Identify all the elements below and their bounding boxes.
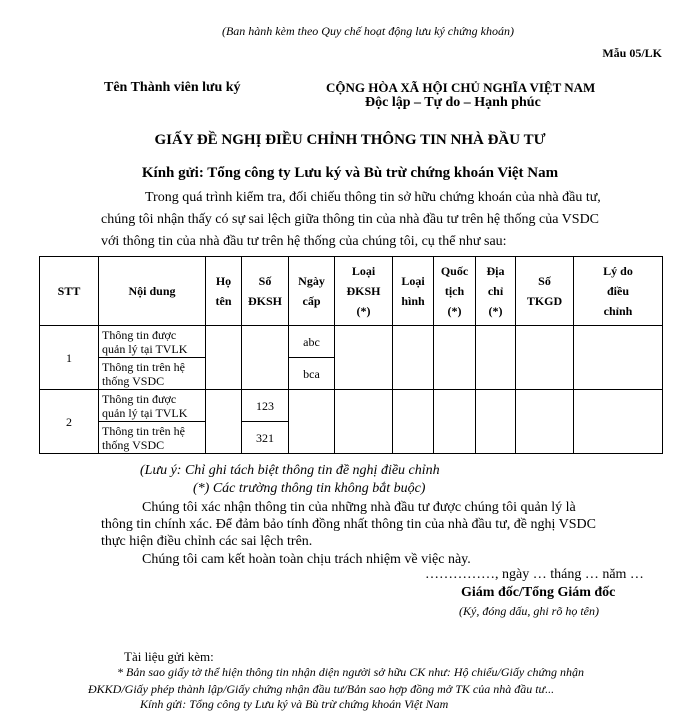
investor-info-table bbox=[39, 256, 663, 454]
col-reg-no: Số ĐKSH bbox=[242, 257, 289, 326]
signature-note: (Ký, đóng dấu, ghi rõ họ tên) bbox=[459, 604, 599, 618]
note-line-2: (*) Các trường thông tin không bắt buộc) bbox=[193, 481, 426, 496]
col-reason: Lý do điều chỉnh bbox=[574, 257, 663, 326]
cell-reason bbox=[574, 326, 663, 390]
cell-account bbox=[516, 390, 574, 454]
intro-line-3: với thông tin của nhà đầu tư trên hệ thống của chúng tôi, cụ thể như sau: bbox=[101, 234, 507, 249]
table-row bbox=[40, 390, 663, 422]
cell-name bbox=[206, 326, 242, 390]
table-header-row bbox=[40, 257, 663, 326]
signatory-title: Giám đốc/Tổng Giám đốc bbox=[461, 585, 616, 600]
cell-nationality bbox=[434, 390, 476, 454]
attachments-label: Tài liệu gửi kèm: bbox=[124, 649, 214, 664]
cell-type bbox=[393, 326, 434, 390]
cell-reg-no: 123 bbox=[242, 390, 289, 422]
country-name: CỘNG HÒA XÃ HỘI CHỦ NGHĨA VIỆT NAM bbox=[326, 80, 596, 95]
confirm-line-1: Chúng tôi xác nhận thông tin của những nhà đầu tư được chúng tôi quản lý là bbox=[142, 500, 576, 515]
row-label-tvlk: Thông tin được quản lý tại TVLK bbox=[99, 326, 206, 358]
attachment-item-1a: * Bản sao giấy tờ thể hiện thông tin nhận diện người sở hữu CK như: Hộ chiếu/Giấy chứng nhận bbox=[117, 665, 585, 679]
row-label-tvlk: Thông tin được quản lý tại TVLK bbox=[99, 390, 206, 422]
col-issue-date: Ngày cấp bbox=[289, 257, 335, 326]
col-stt: STT bbox=[40, 257, 99, 326]
form-code: Mẫu 05/LK bbox=[602, 46, 662, 60]
cell-reason bbox=[574, 390, 663, 454]
issued-note: (Ban hành kèm theo Quy chế hoạt động lưu ký chứng khoán) bbox=[221, 24, 514, 38]
row-stt: 2 bbox=[40, 390, 99, 454]
confirm-line-3: thực hiện điều chỉnh các sai lệch trên. bbox=[101, 534, 313, 549]
commit-line: Chúng tôi cam kết hoàn toàn chịu trách nhiệm về việc này. bbox=[142, 552, 471, 567]
recipient: Kính gửi: Tổng công ty Lưu ký và Bù trừ chứng khoán Việt Nam bbox=[141, 165, 559, 181]
col-nationality: Quốc tịch (*) bbox=[434, 257, 476, 326]
cell-reg-type bbox=[335, 326, 393, 390]
table-row bbox=[40, 326, 663, 358]
cell-issue-date: abc bbox=[289, 326, 335, 358]
document-title: GIẤY ĐỀ NGHỊ ĐIỀU CHỈNH THÔNG TIN NHÀ ĐẦU TƯ bbox=[154, 132, 546, 148]
cell-reg-no: 321 bbox=[242, 422, 289, 454]
attachment-item-1b: ĐKKD/Giấy phép thành lập/Giấy chứng nhận đầu tư/Bản sao hợp đồng mở TK của nhà đầu tư... bbox=[88, 682, 555, 696]
row-label-vsdc: Thông tin trên hệ thống VSDC bbox=[99, 358, 206, 390]
col-address: Địa chỉ (*) bbox=[476, 257, 516, 326]
cell-name bbox=[206, 390, 242, 454]
note-line-1: (Lưu ý: Chỉ ghi tách biệt thông tin đề nghị điều chỉnh bbox=[140, 463, 440, 478]
cell-type bbox=[393, 390, 434, 454]
intro-line-1: Trong quá trình kiểm tra, đối chiếu thông tin sở hữu chứng khoán của nhà đầu tư, bbox=[145, 190, 601, 205]
col-name: Họ tên bbox=[206, 257, 242, 326]
cell-address bbox=[476, 390, 516, 454]
cell-issue-date: bca bbox=[289, 358, 335, 390]
row-stt: 1 bbox=[40, 326, 99, 390]
cell-reg-no bbox=[242, 326, 289, 390]
col-content: Nội dung bbox=[99, 257, 206, 326]
confirm-line-2: thông tin chính xác. Để đảm bảo tính đồng nhất thông tin của nhà đầu tư, đề nghị VSDC bbox=[101, 517, 596, 532]
motto: Độc lập – Tự do – Hạnh phúc bbox=[365, 95, 541, 110]
cell-issue-date bbox=[289, 390, 335, 454]
intro-line-2: chúng tôi nhận thấy có sự sai lệch giữa thông tin của nhà đầu tư trên hệ thống của VSDC bbox=[101, 212, 600, 227]
col-account: Số TKGD bbox=[516, 257, 574, 326]
cell-nationality bbox=[434, 326, 476, 390]
cell-reg-type bbox=[335, 390, 393, 454]
member-label: Tên Thành viên lưu ký bbox=[104, 80, 241, 95]
date-line: ……………, ngày … tháng … năm … bbox=[425, 567, 644, 582]
cell-address bbox=[476, 326, 516, 390]
col-reg-type: Loại ĐKSH (*) bbox=[335, 257, 393, 326]
row-label-vsdc: Thông tin trên hệ thống VSDC bbox=[99, 422, 206, 454]
attachment-item-2: Kính gửi: Tổng công ty Lưu ký và Bù trừ chứng khoán Việt Nam bbox=[140, 697, 449, 711]
col-type: Loại hình bbox=[393, 257, 434, 326]
cell-account bbox=[516, 326, 574, 390]
